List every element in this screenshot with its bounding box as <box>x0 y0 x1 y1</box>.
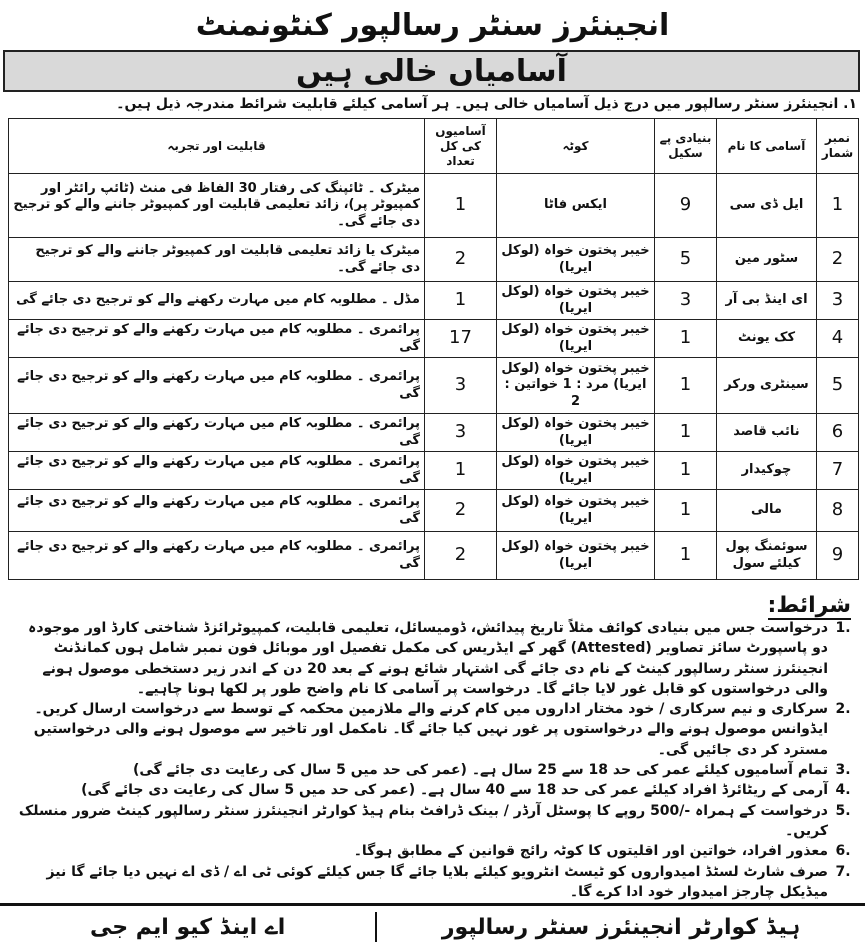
cell-post: سوئمنگ پول کیلئے سول <box>717 532 817 580</box>
vacancies-table <box>8 118 859 580</box>
condition-text: درخواست جس میں بنیادی کوائف مثلاً تاریخ پیدائش، ڈومیسائل، تعلیمی قابلیت، کمپیوٹرائزڈ شناختی کارڈ اور موجودہ دو پاسپورٹ سائز تصاویر (Attested) گھر کے ایڈریس کی مکمل تفصیل اور موبائل فون نمبر شامل ہوں کمانڈنٹ انجینئرز سنٹر رسالپور کینٹ کے نام دی جائے گی اشتہار شائع ہونے کے بعد 20 دن کے اندر زیر دستخطی موصول ہونے والی درخواستوں کو قابل غور لایا جائے گا۔ درخواست پر آسامی کا نام واضح طور پر لکھا ہونا چاہیے۔ <box>28 620 828 697</box>
cell-quota: خیبر پختون خواہ (لوکل ایریا) مرد : 1 خواتین : 2 <box>497 358 655 414</box>
cell-count: 1 <box>425 452 497 490</box>
page-title: انجینئرز سنٹر رسالپور کنٹونمنٹ <box>195 7 670 43</box>
cell-quota: خیبر پختون خواہ (لوکل ایریا) <box>497 490 655 532</box>
header-post: آسامی کا نام <box>717 119 817 174</box>
table-row <box>9 414 859 452</box>
cell-count: 2 <box>425 532 497 580</box>
condition-number: 6. <box>835 843 851 860</box>
cell-serial: 6 <box>817 414 859 452</box>
cell-scale: 1 <box>655 320 717 358</box>
table-header-row <box>9 119 859 174</box>
cell-quota: خیبر پختون خواہ (لوکل ایریا) <box>497 532 655 580</box>
cell-quota: ایکس فاٹا <box>497 174 655 238</box>
conditions-list <box>8 618 858 902</box>
cell-scale: 1 <box>655 358 717 414</box>
condition-number: 2. <box>835 701 851 718</box>
table-row <box>9 490 859 532</box>
cell-post: نائب قاصد <box>717 414 817 452</box>
table-row <box>9 320 859 358</box>
cell-count: 1 <box>425 174 497 238</box>
cell-serial: 5 <box>817 358 859 414</box>
table-row <box>9 358 859 414</box>
cell-scale: 3 <box>655 282 717 320</box>
cell-scale: 1 <box>655 414 717 452</box>
cell-quota: خیبر پختون خواہ (لوکل ایریا) <box>497 320 655 358</box>
condition-item <box>8 841 858 861</box>
condition-number: 1. <box>835 620 851 636</box>
cell-count: 2 <box>425 490 497 532</box>
footer <box>0 903 865 948</box>
cell-post: مالی <box>717 490 817 532</box>
table-row <box>9 174 859 238</box>
vacancies-banner <box>3 50 860 92</box>
cell-post: سینٹری ورکر <box>717 358 817 414</box>
cell-serial: 3 <box>817 282 859 320</box>
condition-text: تمام آسامیوں کیلئے عمر کی حد 18 سے 25 سال ہے۔ (عمر کی حد میں 5 سال کی رعایت دی جائے گی) <box>132 762 828 779</box>
cell-qualification: پرائمری ۔ مطلوبہ کام میں مہارت رکھنے والے کو ترجیح دی جائے گی <box>9 358 425 414</box>
footer-divider <box>375 912 377 942</box>
condition-item <box>8 618 858 699</box>
cell-qualification: پرائمری ۔ مطلوبہ کام میں مہارت رکھنے والے کو ترجیح دی جائے گی <box>9 490 425 532</box>
cell-count: 17 <box>425 320 497 358</box>
cell-serial: 4 <box>817 320 859 358</box>
cell-serial: 1 <box>817 174 859 238</box>
cell-count: 1 <box>425 282 497 320</box>
cell-qualification: مڈل ۔ مطلوبہ کام میں مہارت رکھنے والے کو ترجیح دی جائے گی <box>9 282 425 320</box>
header-serial: نمبر شمار <box>817 119 859 174</box>
vacancies-heading: آسامیاں خالی ہیں <box>296 53 567 89</box>
condition-item <box>8 760 858 780</box>
condition-number: 3. <box>835 762 851 779</box>
condition-number: 5. <box>835 802 851 819</box>
condition-text: سرکاری و نیم سرکاری / خود مختار اداروں میں کام کرنے والے ملازمین محکمہ کے توسط سے درخواست ارسال کریں۔ ایڈوانس موصول ہونے والے درخواستوں پر غور نہیں کیا جائے گا۔ نامکمل اور تاخیر سے موصول ہونے والی درخواستیں مسترد کر دی جائیں گی۔ <box>33 701 828 758</box>
condition-item <box>8 699 858 760</box>
cell-count: 3 <box>425 414 497 452</box>
cell-post: ای اینڈ بی آر <box>717 282 817 320</box>
condition-item <box>8 862 858 903</box>
condition-item <box>8 801 858 842</box>
cell-quota: خیبر پختون خواہ (لوکل ایریا) <box>497 282 655 320</box>
cell-count: 3 <box>425 358 497 414</box>
cell-post: سٹور مین <box>717 238 817 282</box>
cell-serial: 7 <box>817 452 859 490</box>
header-quota: کوٹہ <box>497 119 655 174</box>
condition-number: 7. <box>835 863 851 880</box>
table-row <box>9 452 859 490</box>
cell-scale: 9 <box>655 174 717 238</box>
cell-qualification: پرائمری ۔ مطلوبہ کام میں مہارت رکھنے والے کو ترجیح دی جائے گی <box>9 320 425 358</box>
cell-scale: 5 <box>655 238 717 282</box>
cell-scale: 1 <box>655 490 717 532</box>
cell-scale: 1 <box>655 532 717 580</box>
header-count: آسامیوں کی کل تعداد <box>425 119 497 174</box>
condition-item <box>8 780 858 800</box>
cell-post: چوکیدار <box>717 452 817 490</box>
header-qualification: قابلیت اور تجربہ <box>9 119 425 174</box>
condition-text: صرف شارٹ لسٹڈ امیدواروں کو ٹیسٹ انٹرویو کیلئے بلایا جائے گا جس کیلئے کوئی ٹی اے / ڈی اے نہیں دیا جائے گا نیز میڈیکل چارجز امیدوار خود ادا کرے گا۔ <box>46 863 828 900</box>
condition-number: 4. <box>835 782 851 799</box>
footer-headquarters: ہیڈ کوارٹر انجینئرز سنٹر رسالپور <box>441 914 801 940</box>
cell-quota: خیبر پختون خواہ (لوکل ایریا) <box>497 414 655 452</box>
intro-text: ۱. انجینئرز سنٹر رسالپور میں درج ذیل آسامیاں خالی ہیں۔ ہر آسامی کیلئے قابلیت شرائط مندرجہ ذیل ہیں۔ <box>116 96 857 112</box>
cell-serial: 8 <box>817 490 859 532</box>
cell-serial: 9 <box>817 532 859 580</box>
cell-qualification: میٹرک ۔ ٹائپنگ کی رفتار 30 الفاظ فی منٹ (ٹائپ رائٹر اور کمپیوٹر پر)، زائد تعلیمی قابلیت اور کمپیوٹر جاننے والے کو ترجیح دی جائے گی۔ <box>9 174 425 238</box>
footer-branch: اے اینڈ کیو ایم جی <box>89 914 286 940</box>
cell-count: 2 <box>425 238 497 282</box>
conditions-heading: شرائط: <box>768 594 851 620</box>
table-row <box>9 282 859 320</box>
cell-quota: خیبر پختون خواہ (لوکل ایریا) <box>497 452 655 490</box>
cell-qualification: میٹرک یا زائد تعلیمی قابلیت اور کمپیوٹر جاننے والے کو ترجیح دی جائے گی۔ <box>9 238 425 282</box>
condition-text: معذور افراد، خواتین اور اقلیتوں کا کوٹہ رائج قوانین کے مطابق ہوگا۔ <box>353 843 828 860</box>
cell-post: ایل ڈی سی <box>717 174 817 238</box>
cell-qualification: پرائمری ۔ مطلوبہ کام میں مہارت رکھنے والے کو ترجیح دی جائے گی <box>9 532 425 580</box>
condition-text: درخواست کے ہمراہ -/500 روپے کا پوسٹل آرڈر / بینک ڈرافٹ بنام ہیڈ کوارٹر انجینئرز سنٹر رسالپور کینٹ ضرور منسلک کریں۔ <box>18 802 828 839</box>
condition-text: آرمی کے ریٹائرڈ افراد کیلئے عمر کی حد 18 سے 40 سال ہے۔ (عمر کی حد میں 5 سال کی رعایت دی جائے گی) <box>81 782 828 799</box>
cell-post: کک یونٹ <box>717 320 817 358</box>
cell-quota: خیبر پختون خواہ (لوکل ایریا) <box>497 238 655 282</box>
cell-scale: 1 <box>655 452 717 490</box>
cell-qualification: پرائمری ۔ مطلوبہ کام میں مہارت رکھنے والے کو ترجیح دی جائے گی <box>9 414 425 452</box>
table-row <box>9 238 859 282</box>
cell-serial: 2 <box>817 238 859 282</box>
table-row <box>9 532 859 580</box>
header-scale: بنیادی پے سکیل <box>655 119 717 174</box>
cell-qualification: پرائمری ۔ مطلوبہ کام میں مہارت رکھنے والے کو ترجیح دی جائے گی <box>9 452 425 490</box>
